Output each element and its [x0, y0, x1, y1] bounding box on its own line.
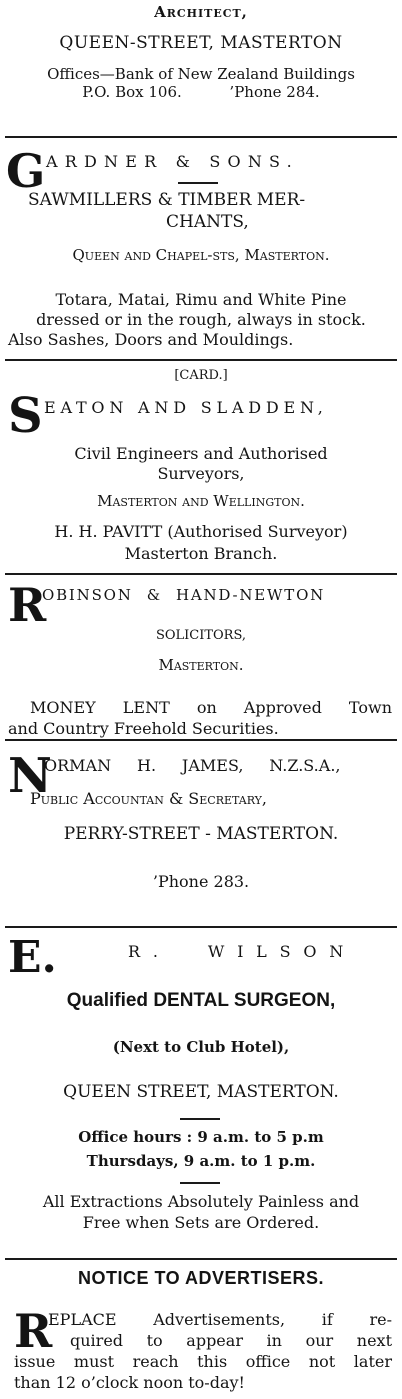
seaton-ad	[0, 362, 402, 572]
divider-rule	[5, 136, 397, 138]
wilson-ad	[0, 930, 402, 1260]
seaton-card-label: [CARD.]	[174, 368, 228, 383]
notice-line1: EPLACE Advertisements, if re-	[48, 1310, 392, 1329]
notice-line4: than 12 o’clock noon to-day!	[14, 1373, 245, 1392]
wilson-short-rule	[180, 1182, 220, 1184]
wilson-short-rule	[180, 1118, 220, 1120]
notice-line3: issue must reach this office not later	[14, 1352, 392, 1371]
wilson-hours2: Thursdays, 9 a.m. to 1 p.m.	[86, 1152, 316, 1170]
gardner-ad	[0, 142, 402, 352]
james-name: ORMAN H. JAMES, N.Z.S.A.,	[44, 756, 341, 775]
gardner-desc-line2: dressed or in the rough, always in stock.	[36, 310, 366, 329]
wilson-street: QUEEN STREET, MASTERTON.	[63, 1082, 339, 1102]
architect-box-phone: P.O. Box 106. ’Phone 284.	[82, 83, 320, 101]
notice-ad	[0, 1262, 402, 1399]
seaton-pavitt: H. H. PAVITT (Authorised Surveyor)	[54, 522, 348, 541]
gardner-trade-line1: SAWMILLERS & TIMBER MER-	[28, 190, 306, 210]
james-role: Public Accountan & Secretary,	[30, 789, 267, 808]
seaton-drop-letter: S	[8, 388, 43, 444]
wilson-extract-line2: Free when Sets are Ordered.	[82, 1213, 320, 1232]
robinson-ad	[0, 576, 402, 746]
divider-rule	[5, 739, 397, 741]
seaton-location: Masterton and Wellington.	[97, 492, 305, 510]
robinson-desc-line1: MONEY LENT on Approved Town	[30, 698, 392, 717]
james-phone: ’Phone 283.	[152, 872, 250, 891]
robinson-drop-letter: R	[8, 578, 47, 632]
divider-rule	[5, 1258, 397, 1260]
wilson-hours1: Office hours : 9 a.m. to 5 p.m	[78, 1128, 324, 1146]
architect-ad	[0, 0, 402, 101]
divider-rule	[5, 573, 397, 575]
seaton-profession-line2: Surveyors,	[157, 464, 245, 483]
seaton-branch: Masterton Branch.	[124, 544, 278, 563]
robinson-location: Masterton.	[158, 656, 244, 674]
gardner-trade-line2: CHANTS,	[166, 212, 249, 232]
wilson-extract-line1: All Extractions Absolutely Painless and	[42, 1192, 360, 1211]
robinson-name: OBINSON & HAND-NEWTON	[42, 586, 326, 604]
james-street: PERRY-STREET - MASTERTON.	[63, 824, 339, 844]
gardner-desc-line3: Also Sashes, Doors and Mouldings.	[8, 330, 294, 349]
gardner-desc-line1: Totara, Matai, Rimu and White Pine	[55, 290, 347, 309]
architect-street: QUEEN-STREET, MASTERTON	[59, 33, 343, 53]
architect-role: Architect,	[154, 3, 248, 21]
gardner-short-rule	[178, 182, 218, 184]
architect-offices: Offices—Bank of New Zealand Buildings	[47, 65, 355, 83]
robinson-desc-line2: and Country Freehold Securities.	[8, 719, 279, 738]
divider-rule	[5, 359, 397, 361]
wilson-drop-letter: E.	[8, 932, 57, 983]
notice-line2: quired to appear in our next	[70, 1331, 392, 1350]
gardner-name: ARDNER & SONS.	[46, 152, 299, 171]
seaton-name: EATON AND SLADDEN,	[44, 398, 328, 417]
wilson-name: R. WILSON	[128, 942, 357, 961]
notice-heading: NOTICE TO ADVERTISERS.	[77, 1268, 325, 1288]
divider-rule	[5, 926, 397, 928]
seaton-profession-line1: Civil Engineers and Authorised	[74, 444, 328, 463]
gardner-drop-letter: G	[6, 144, 46, 198]
gardner-location: Queen and Chapel-sts, Masterton.	[72, 246, 330, 264]
wilson-next-to: (Next to Club Hotel),	[112, 1038, 290, 1056]
james-ad	[0, 742, 402, 927]
james-drop-letter: N	[8, 748, 52, 804]
wilson-title: Qualified DENTAL SURGEON,	[66, 990, 336, 1011]
robinson-profession: SOLICITORS,	[155, 628, 247, 643]
notice-drop-letter: R	[14, 1304, 53, 1358]
